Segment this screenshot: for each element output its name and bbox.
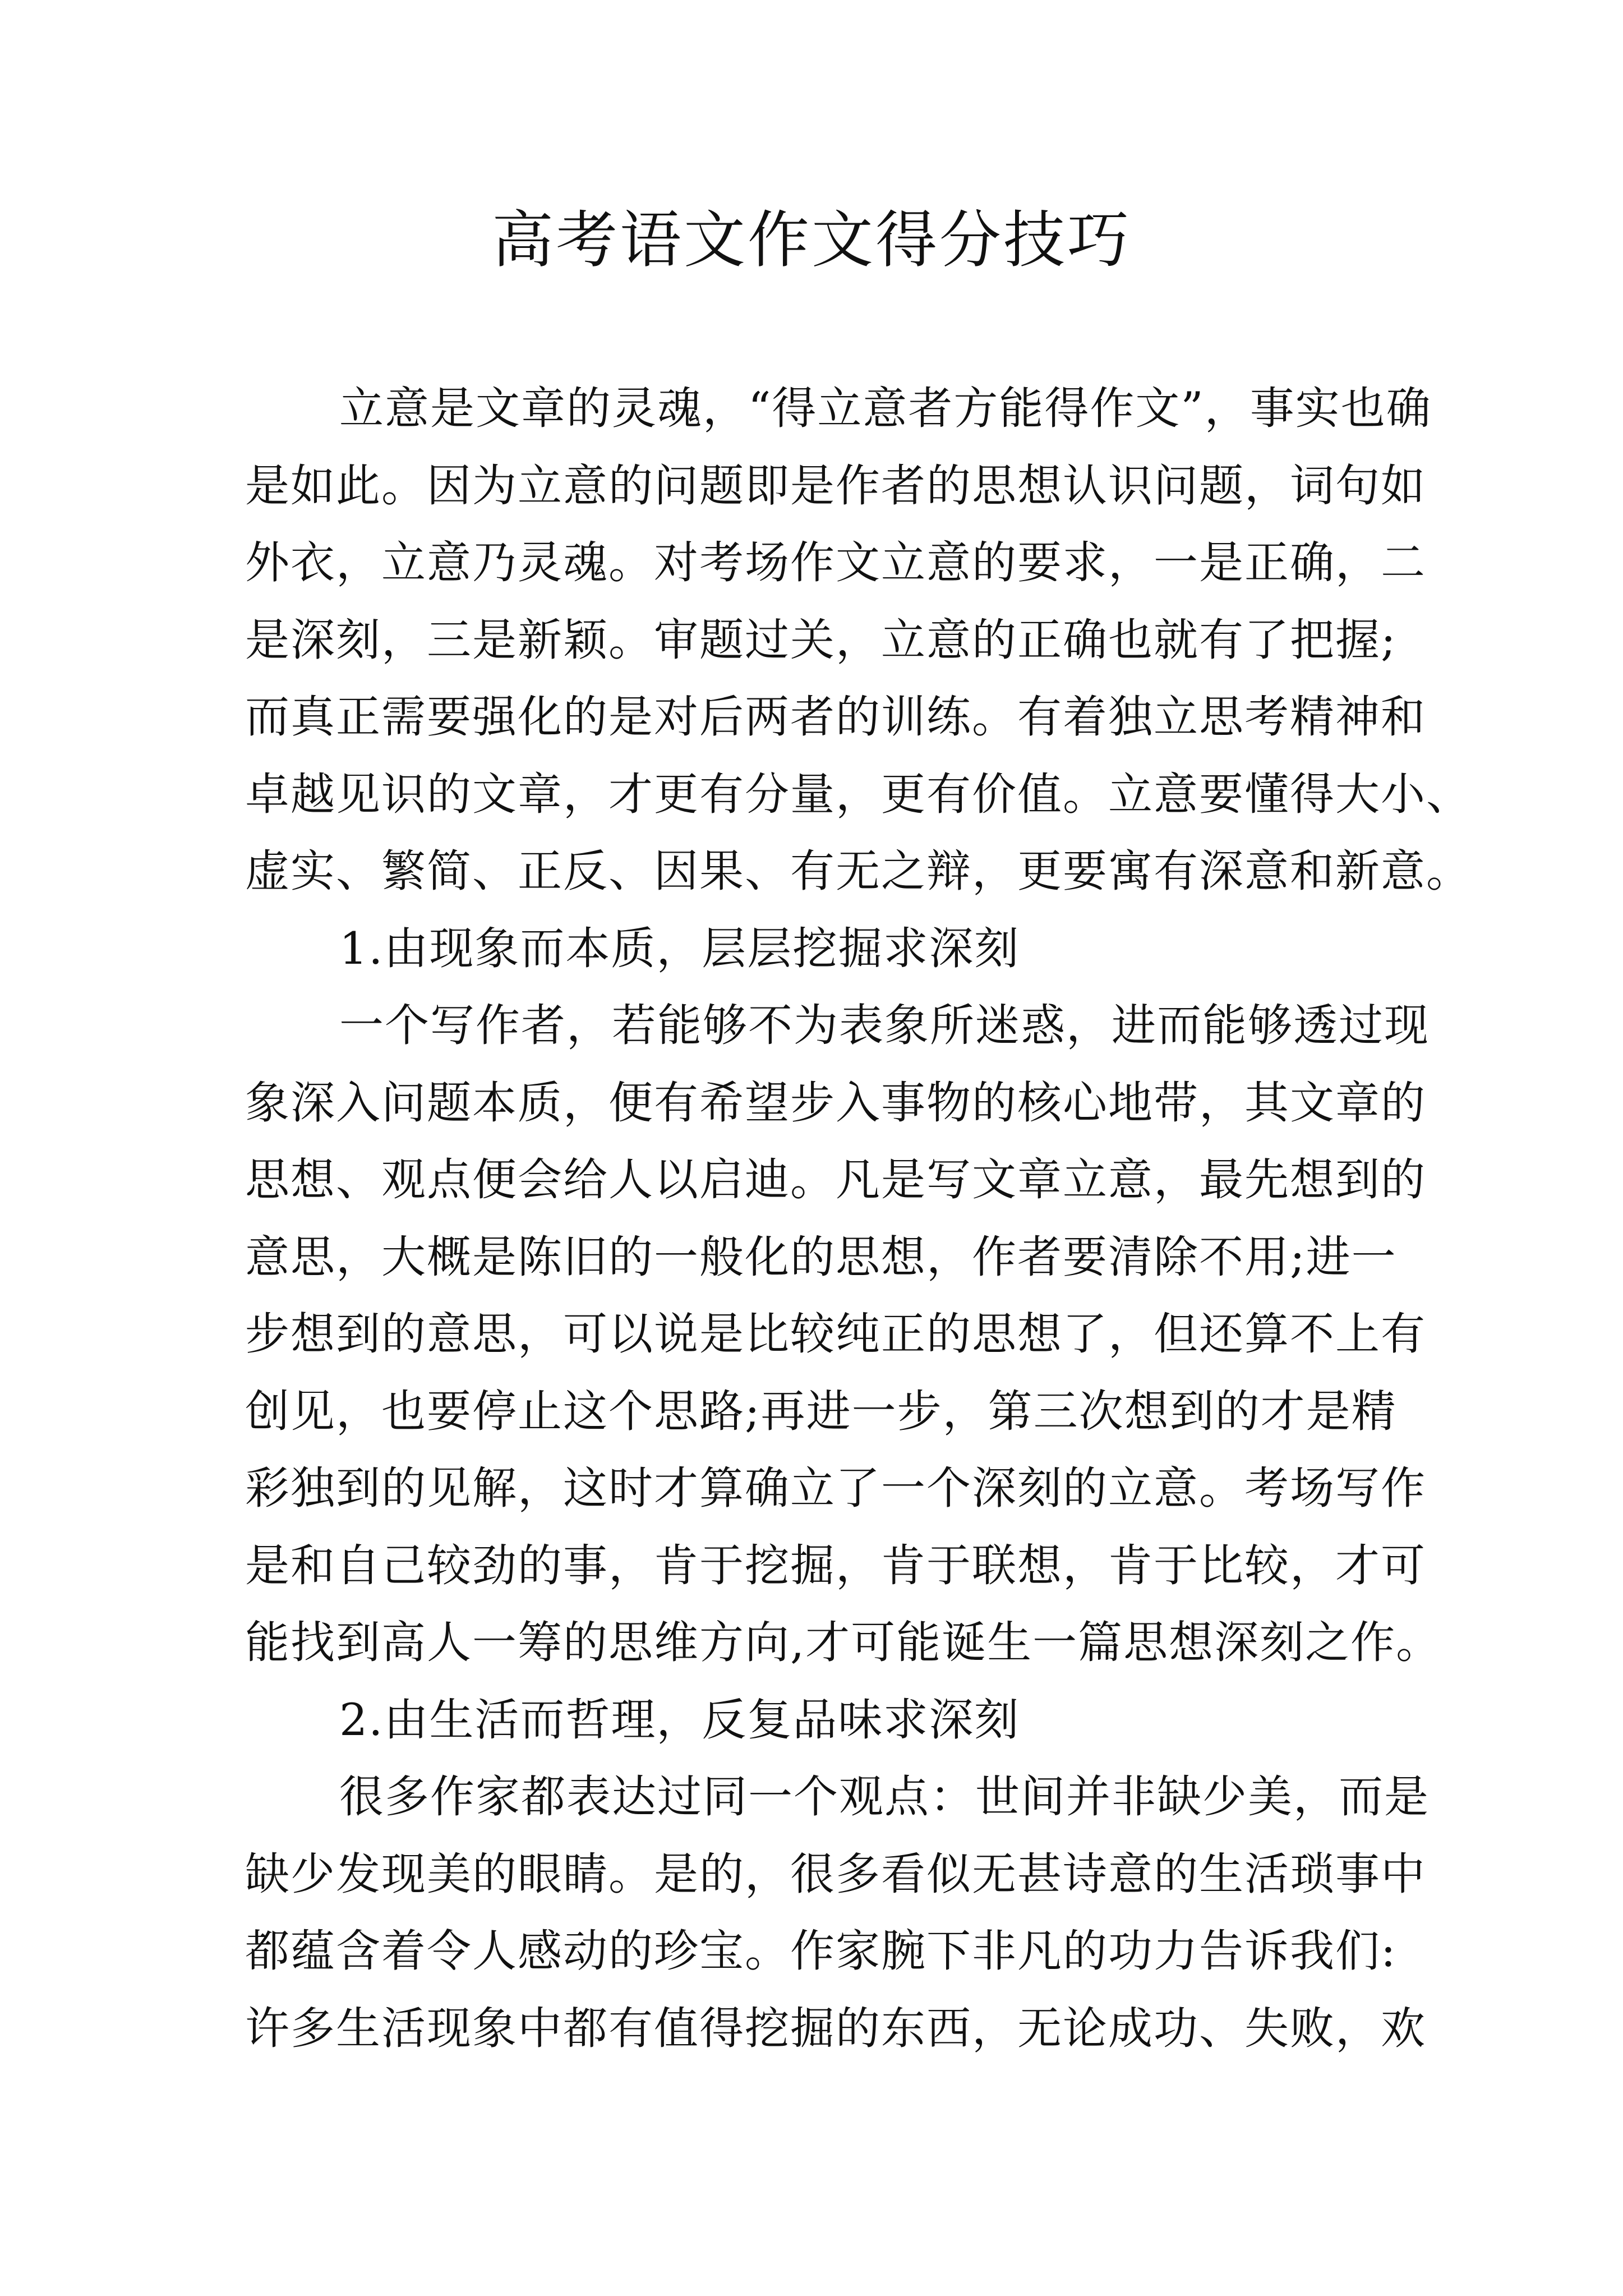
text-line: 1.由现象而本质，层层挖掘求深刻 xyxy=(339,922,1020,974)
text-line: 是和自己较劲的事，肯于挖掘，肯于联想，肯于比较，才可 xyxy=(245,1539,1426,1591)
text-line: 象深入问题本质，便有希望步入事物的核心地带，其文章的 xyxy=(245,1076,1426,1129)
text-line: 都蕴含着令人感动的珍宝。作家腕下非凡的功力告诉我们: xyxy=(245,1925,1397,1977)
text-line: 缺少发现美的眼睛。是的，很多看似无甚诗意的生活琐事中 xyxy=(245,1848,1426,1900)
text-line: 创见，也要停止这个思路;再进一步，第三次想到的才是精 xyxy=(245,1385,1397,1437)
text-line: 能找到高人一筹的思维方向,才可能诞生一篇思想深刻之作。 xyxy=(245,1617,1442,1668)
text-line: 外衣，立意乃灵魂。对考场作文立意的要求，一是正确，二 xyxy=(245,537,1426,588)
text-line: 很多作家都表达过同一个观点：世间并非缺少美，而是 xyxy=(339,1771,1430,1823)
text-line: 是如此。因为立意的问题即是作者的思想认识问题，词句如 xyxy=(245,459,1426,512)
text-line: 而真正需要强化的是对后两者的训练。有着独立思考精神和 xyxy=(245,691,1426,743)
text-line: 是深刻，三是新颖。审题过关，立意的正确也就有了把握; xyxy=(245,614,1397,666)
document-title: 高考语文作文得分技巧 xyxy=(492,204,1131,276)
text-line: 一个写作者，若能够不为表象所迷惑，进而能够透过现 xyxy=(339,1000,1430,1051)
text-line: 许多生活现象中都有值得挖掘的东西，无论成功、失败，欢 xyxy=(245,2002,1426,2054)
document-body xyxy=(245,370,1472,2067)
text-line: 立意是文章的灵魂，“得立意者方能得作文”，事实也确 xyxy=(339,383,1432,434)
text-line: 2.由生活而哲理，反复品味求深刻 xyxy=(339,1694,1020,1746)
text-line: 卓越见识的文章，才更有分量，更有价值。立意要懂得大小、 xyxy=(245,768,1472,820)
text-line: 思想、观点便会给人以启迪。凡是写文章立意，最先想到的 xyxy=(245,1154,1426,1205)
text-line: 彩独到的见解，这时才算确立了一个深刻的立意。考场写作 xyxy=(245,1462,1426,1514)
text-line: 虚实、繁简、正反、因果、有无之辩，更要寓有深意和新意。 xyxy=(245,845,1472,897)
text-line: 意思，大概是陈旧的一般化的思想，作者要清除不用;进一 xyxy=(245,1231,1397,1283)
text-line: 步想到的意思，可以说是比较纯正的思想了，但还算不上有 xyxy=(245,1308,1426,1360)
